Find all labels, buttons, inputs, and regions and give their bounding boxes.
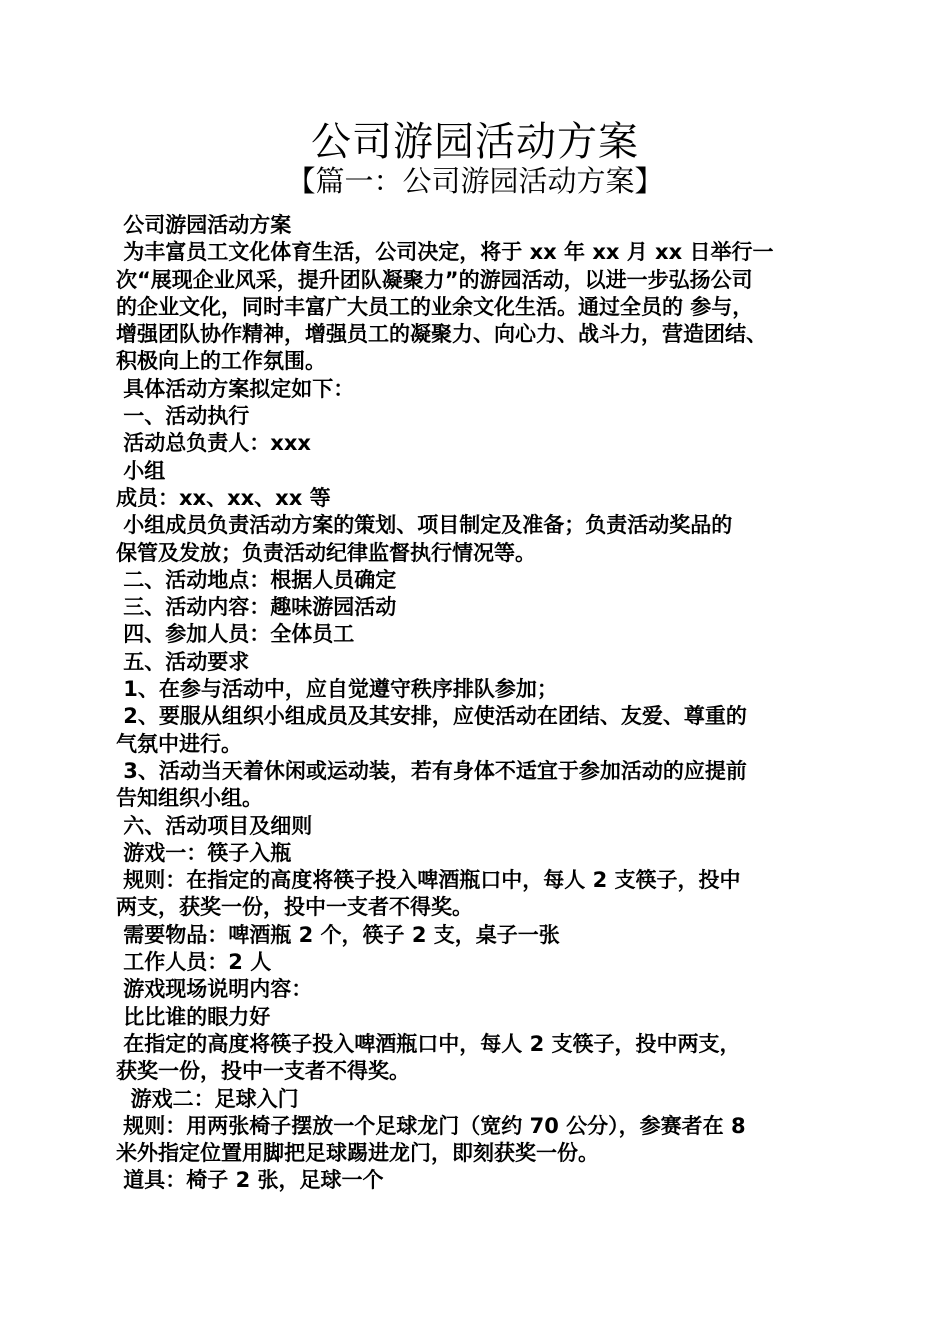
text-line: 六、活动项目及细则 xyxy=(116,813,313,838)
text-line: 获奖一份，投中一支者不得奖。 xyxy=(116,1059,410,1084)
text-line: 为丰富员工文化体育生活，公司决定，将于 xx 年 xx 月 xx 日举行一 xyxy=(116,240,774,265)
text-line: 具体活动方案拟定如下： xyxy=(116,376,355,401)
text-line: 规则：用两张椅子摆放一个足球龙门（宽约 70 公分），参赛者在 8 xyxy=(116,1113,746,1138)
text-line: 小组成员负责活动方案的策划、项目制定及准备；负责活动奖品的 xyxy=(116,513,733,538)
document-title: 公司游园活动方案 xyxy=(311,119,639,165)
text-line: 小组 xyxy=(116,458,166,483)
text-line: 活动总负责人：xxx xyxy=(116,431,311,456)
text-line: 在指定的高度将筷子投入啤酒瓶口中，每人 2 支筷子，投中两支， xyxy=(116,1031,741,1056)
text-line: 道具：椅子 2 张，足球一个 xyxy=(116,1168,384,1193)
text-line: 米外指定位置用脚把足球踢进龙门，即刻获奖一份。 xyxy=(116,1141,599,1166)
text-line: 规则：在指定的高度将筷子投入啤酒瓶口中，每人 2 支筷子，投中 xyxy=(116,868,741,893)
text-line: 的企业文化，同时丰富广大员工的业余文化生活。通过全员的 参与， xyxy=(116,294,754,319)
text-line: 1、在参与活动中，应自觉遵守秩序排队参加； xyxy=(116,677,558,702)
text-line: 五、活动要求 xyxy=(116,649,250,674)
text-line: 2、要服从组织小组成员及其安排，应使活动在团结、友爱、尊重的 xyxy=(116,704,747,729)
text-line: 两支，获奖一份，投中一支者不得奖。 xyxy=(116,895,473,920)
text-line: 保管及发放；负责活动纪律监督执行情况等。 xyxy=(116,540,536,565)
text-line: 一、活动执行 xyxy=(116,404,250,429)
text-line: 比比谁的眼力好 xyxy=(116,1004,271,1029)
text-line: 游戏一：筷子入瓶 xyxy=(116,840,292,865)
text-line: 三、活动内容：趣味游园活动 xyxy=(116,595,397,620)
text-line: 需要物品：啤酒瓶 2 个，筷子 2 支，桌子一张 xyxy=(116,922,560,947)
text-line: 次“展现企业风采，提升团队凝聚力”的游园活动，以进一步弘扬公司 xyxy=(116,267,753,292)
text-line: 气氛中进行。 xyxy=(116,731,242,756)
text-line: 游戏二：足球入门 xyxy=(116,1086,299,1111)
text-line: 告知组织小组。 xyxy=(116,786,263,811)
text-line: 工作人员：2 人 xyxy=(116,950,272,975)
text-line: 公司游园活动方案 xyxy=(116,213,292,237)
text-line: 成员：xx、xx、xx 等 xyxy=(116,485,331,510)
document-body xyxy=(116,212,856,1195)
text-line: 游戏现场说明内容： xyxy=(116,977,313,1002)
text-line: 四、参加人员：全体员工 xyxy=(116,622,355,647)
text-line: 增强团队协作精神，增强员工的凝聚力、向心力、战斗力，营造团结、 xyxy=(116,322,767,347)
text-line: 3、活动当天着休闲或运动装，若有身体不适宜于参加活动的应提前 xyxy=(116,758,747,783)
text-line: 二、活动地点：根据人员确定 xyxy=(116,567,397,592)
document-subtitle: 【篇一：公司游园活动方案】 xyxy=(286,164,664,198)
text-line: 积极向上的工作氛围。 xyxy=(116,349,326,374)
